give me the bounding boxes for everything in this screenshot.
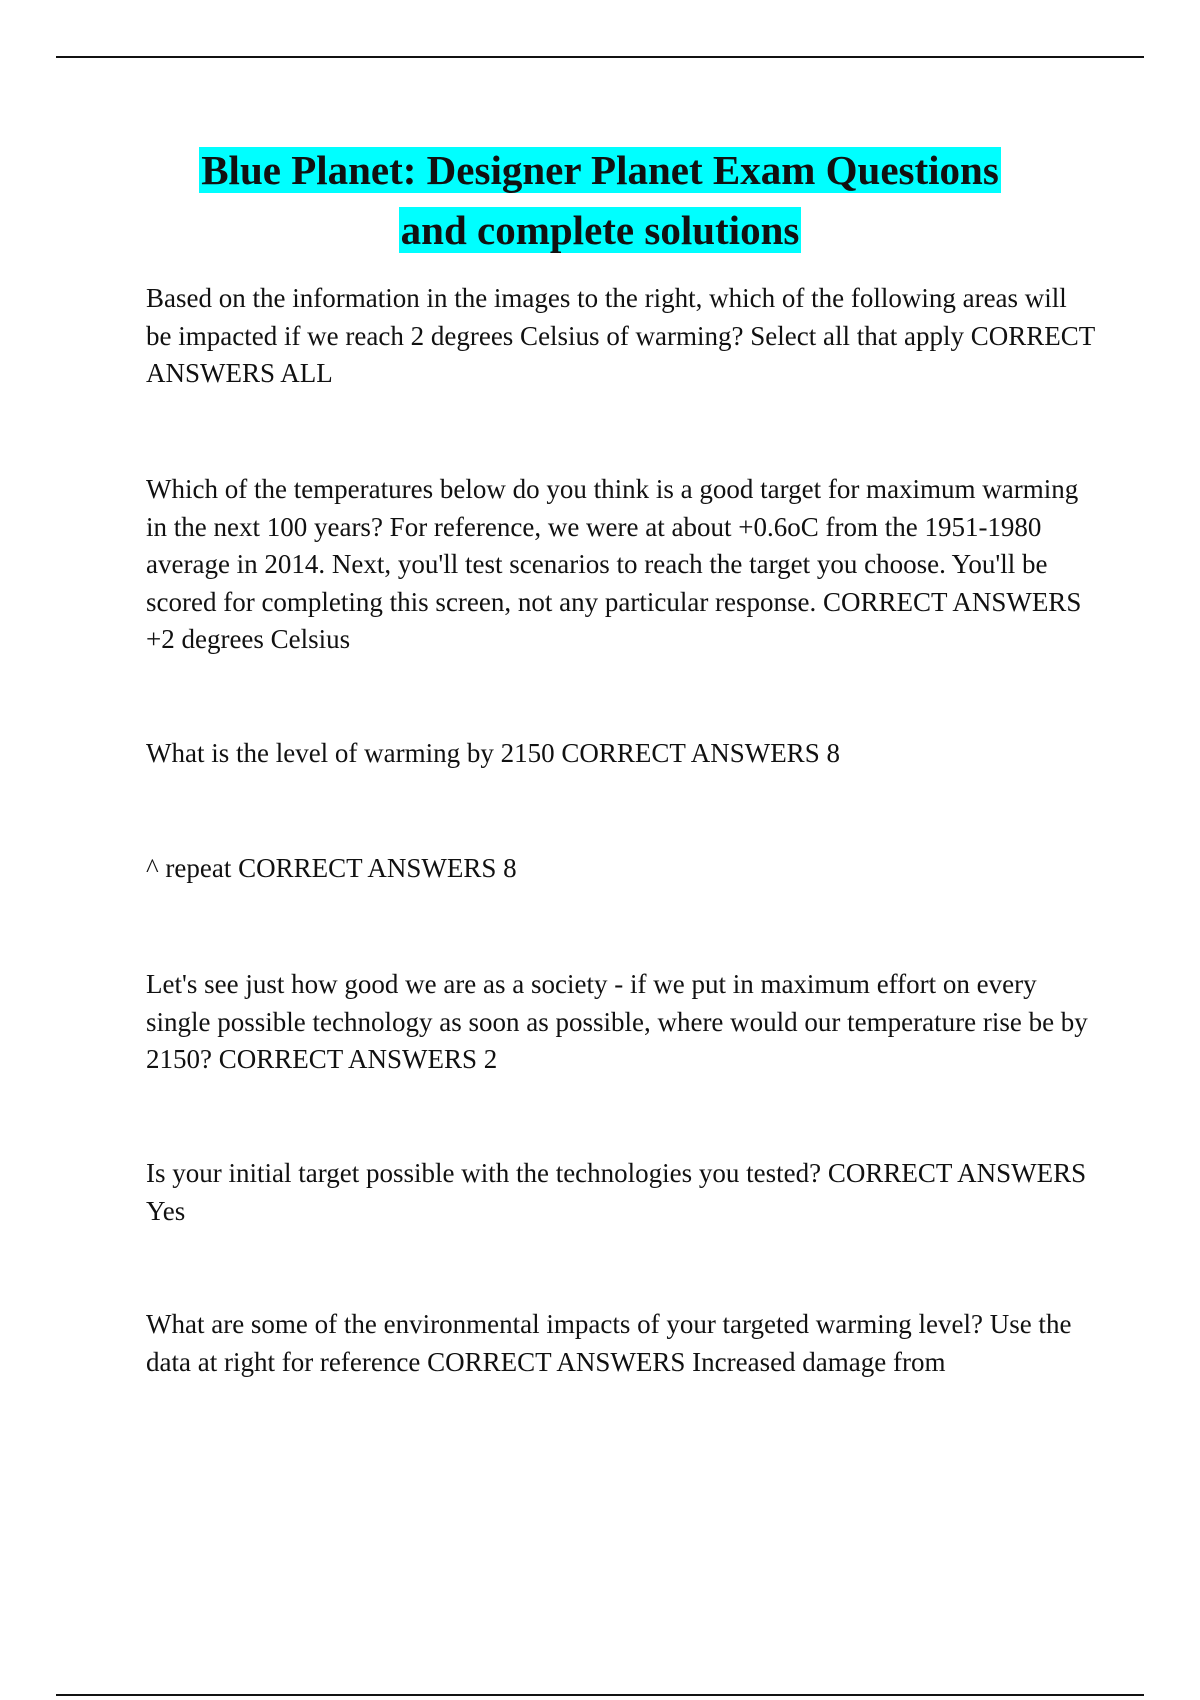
title-line-1: Blue Planet: Designer Planet Exam Questions [201,147,999,193]
bottom-rule [56,1694,1144,1696]
qa-paragraph-6: Is your initial target possible with the technologies you tested? CORRECT ANSWERS Yes [146,1158,1087,1226]
qa-paragraph-4: ^ repeat CORRECT ANSWERS 8 [146,853,517,883]
top-rule [56,56,1144,58]
qa-paragraph-1: Based on the information in the images to the right, which of the following areas will be impacted if we reach 2 degrees Celsius of warming? Select all that apply CORRECT ANSWERS ALL [146,283,1095,388]
qa-paragraph-3: What is the level of warming by 2150 CORRECT ANSWERS 8 [146,738,840,768]
page-title [0,140,1200,260]
qa-paragraph-7: What are some of the environmental impacts of your targeted warming level? Use the data at right for reference CORRECT ANSWERS Increased damage from [146,1309,1072,1377]
title-line-2: and complete solutions [400,207,800,253]
qa-paragraph-2: Which of the temperatures below do you think is a good target for maximum warming in the next 100 years? For reference, we were at about +0.6oC from the 1951-1980 average in 2014. Next, you'll test scenarios to reach the target you choose. You'll be scored for completing this screen, not any particular response. CORRECT ANSWERS +2 degrees Celsius [146,474,1082,654]
qa-paragraph-5: Let's see just how good we are as a society - if we put in maximum effort on every single possible technology as soon as possible, where would our temperature rise be by 2150? CORRECT ANSWERS 2 [146,969,1088,1074]
